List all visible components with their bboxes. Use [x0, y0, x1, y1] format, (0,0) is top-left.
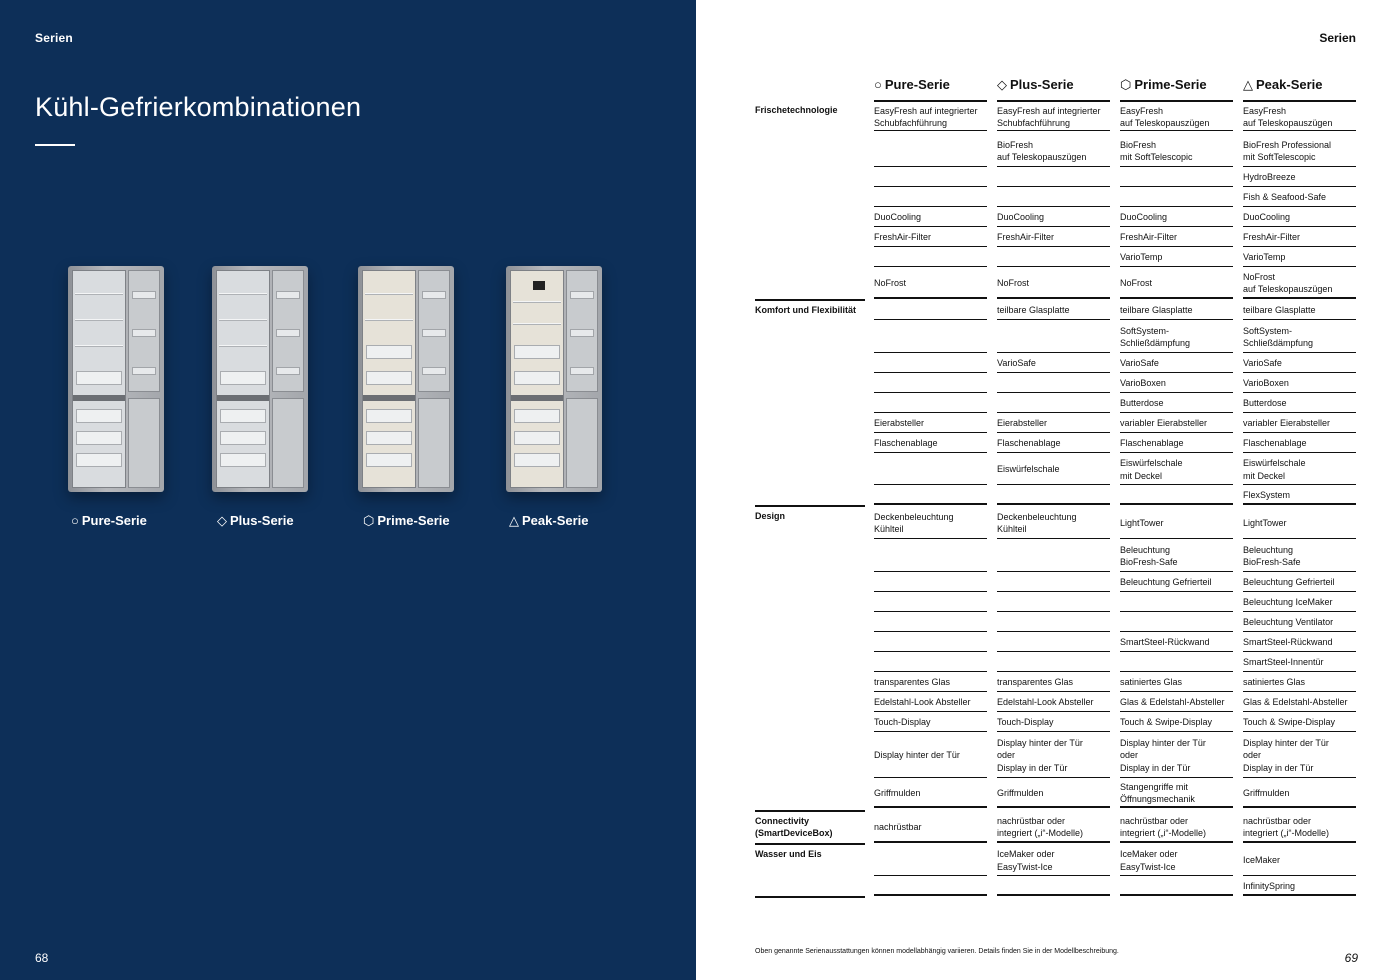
- table-cell: [1120, 654, 1233, 672]
- table-cell: Butterdose: [1120, 395, 1233, 413]
- table-cell: Fish & Seafood-Safe: [1243, 189, 1356, 207]
- table-cell: DuoCooling: [1243, 209, 1356, 227]
- diamond-icon: ◇: [997, 77, 1007, 92]
- column-header-plus: ◇ Plus-Serie: [997, 77, 1110, 102]
- page-number-left: 68: [35, 951, 49, 965]
- table-cell: FreshAir-Filter: [997, 229, 1110, 247]
- table-cell: [874, 879, 987, 896]
- table-cell: [874, 355, 987, 373]
- table-cell: Display hinter der Tür oder Display in der Tür: [997, 734, 1110, 778]
- table-cell: FreshAir-Filter: [874, 229, 987, 247]
- table-cell: Beleuchtung Gefrierteil: [1243, 574, 1356, 592]
- fridge-image-plus: [212, 266, 308, 492]
- table-cell: LightTower: [1120, 508, 1233, 539]
- table-cell: [874, 487, 987, 505]
- table-cell: [874, 654, 987, 672]
- table-cell: [874, 455, 987, 485]
- table-cell: FreshAir-Filter: [1120, 229, 1233, 247]
- table-cell: EasyFresh auf Teleskopauszügen: [1243, 104, 1356, 131]
- table-cell: [874, 574, 987, 592]
- table-cell: IceMaker oder EasyTwist-Ice: [997, 846, 1110, 876]
- table-cell: nachrüstbar oder integriert („i“-Modelle): [1120, 813, 1233, 843]
- table-cell: Edelstahl-Look Absteller: [874, 694, 987, 712]
- table-cell: teilbare Glasplatte: [1120, 302, 1233, 320]
- table-cell: Eiswürfelschale mit Deckel: [1243, 455, 1356, 485]
- table-cell: Griffmulden: [874, 780, 987, 808]
- table-cell: [874, 189, 987, 207]
- table-cell: Display hinter der Tür: [874, 734, 987, 778]
- table-cell: InfinitySpring: [1243, 879, 1356, 896]
- table-cell: [874, 249, 987, 267]
- triangle-icon: △: [509, 513, 519, 528]
- table-cell: SoftSystem- Schließdämpfung: [1120, 322, 1233, 353]
- table-cell: DuoCooling: [997, 209, 1110, 227]
- table-cell: [1120, 169, 1233, 187]
- table-cell: [1120, 189, 1233, 207]
- category-rule: [755, 299, 865, 301]
- table-cell: HydroBreeze: [1243, 169, 1356, 187]
- category-connectivity: Connectivity (SmartDeviceBox): [755, 816, 833, 838]
- category-wasser-und-eis: Wasser und Eis: [755, 849, 822, 859]
- table-cell: SoftSystem- Schließdämpfung: [1243, 322, 1356, 353]
- table-cell: [997, 189, 1110, 207]
- column-header-peak: △ Peak-Serie: [1243, 77, 1356, 102]
- table-cell: [874, 136, 987, 167]
- table-cell: nachrüstbar oder integriert („i“-Modelle): [1243, 813, 1356, 843]
- title-underline: [35, 144, 75, 146]
- table-cell: EasyFresh auf integrierter Schubfachführung: [874, 104, 987, 131]
- table-cell: LightTower: [1243, 508, 1356, 539]
- category-komfort: Komfort und Flexibilität: [755, 305, 856, 315]
- table-cell: [997, 322, 1110, 353]
- table-cell: [1120, 594, 1233, 612]
- table-cell: [997, 169, 1110, 187]
- circle-icon: ○: [71, 513, 79, 528]
- table-cell: [997, 654, 1110, 672]
- table-cell: [997, 594, 1110, 612]
- table-cell: Beleuchtung BioFresh-Safe: [1120, 541, 1233, 572]
- table-cell: SmartSteel-Rückwand: [1243, 634, 1356, 652]
- table-cell: [874, 395, 987, 413]
- table-cell: [874, 634, 987, 652]
- section-label: Serien: [35, 31, 73, 45]
- table-cell: Flaschenablage: [1120, 435, 1233, 453]
- table-cell: [997, 541, 1110, 572]
- table-cell: [874, 541, 987, 572]
- table-cell: [997, 634, 1110, 652]
- table-cell: Eierabsteller: [874, 415, 987, 433]
- table-cell: teilbare Glasplatte: [1243, 302, 1356, 320]
- table-cell: variabler Eierabsteller: [1120, 415, 1233, 433]
- table-cell: VarioSafe: [1243, 355, 1356, 373]
- table-cell: Flaschenablage: [1243, 435, 1356, 453]
- section-label: Serien: [1319, 31, 1356, 45]
- table-cell: [874, 375, 987, 393]
- category-frischetechnologie: Frischetechnologie: [755, 105, 838, 115]
- right-page: [696, 0, 1400, 980]
- table-cell: Flaschenablage: [997, 435, 1110, 453]
- table-cell: Flaschenablage: [874, 435, 987, 453]
- table-cell: Beleuchtung Ventilator: [1243, 614, 1356, 632]
- table-cell: satiniertes Glas: [1243, 674, 1356, 692]
- table-cell: [997, 395, 1110, 413]
- table-cell: transparentes Glas: [997, 674, 1110, 692]
- table-cell: [1120, 614, 1233, 632]
- table-cell: [874, 594, 987, 612]
- table-cell: Stangengriffe mit Öffnungsmechanik: [1120, 780, 1233, 808]
- table-cell: Eiswürfelschale: [997, 455, 1110, 485]
- page-number-right: 69: [1344, 951, 1358, 965]
- hexagon-icon: ⬡: [1120, 77, 1132, 92]
- table-cell: SmartSteel-Rückwand: [1120, 634, 1233, 652]
- table-cell: DuoCooling: [1120, 209, 1233, 227]
- table-cell: IceMaker: [1243, 846, 1356, 876]
- table-cell: VarioTemp: [1120, 249, 1233, 267]
- table-cell: NoFrost: [997, 269, 1110, 299]
- table-cell: [997, 375, 1110, 393]
- table-cell: [874, 846, 987, 876]
- table-cell: Beleuchtung BioFresh-Safe: [1243, 541, 1356, 572]
- table-cell: Deckenbeleuchtung Kühlteil: [997, 508, 1110, 539]
- table-cell: Glas & Edelstahl-Absteller: [1120, 694, 1233, 712]
- table-cell: [1120, 487, 1233, 505]
- table-cell: Touch-Display: [874, 714, 987, 732]
- table-cell: NoFrost auf Teleskopauszügen: [1243, 269, 1356, 299]
- table-cell: [997, 249, 1110, 267]
- table-cell: [997, 487, 1110, 505]
- hexagon-icon: ⬡: [363, 513, 375, 528]
- table-cell: nachrüstbar oder integriert („i“-Modelle): [997, 813, 1110, 843]
- table-cell: teilbare Glasplatte: [997, 302, 1110, 320]
- column-header-pure: ○ Pure-Serie: [874, 77, 987, 102]
- table-cell: Griffmulden: [1243, 780, 1356, 808]
- series-label-plus: ◇ Plus-Serie: [217, 513, 294, 528]
- diamond-icon: ◇: [217, 513, 227, 528]
- table-cell: BioFresh Professional mit SoftTelescopic: [1243, 136, 1356, 167]
- table-cell: variabler Eierabsteller: [1243, 415, 1356, 433]
- table-cell: Touch & Swipe-Display: [1120, 714, 1233, 732]
- table-cell: nachrüstbar: [874, 813, 987, 843]
- category-rule: [755, 843, 865, 845]
- fridge-image-peak: [506, 266, 602, 492]
- table-cell: VarioBoxen: [1120, 375, 1233, 393]
- table-cell: [997, 614, 1110, 632]
- table-cell: [997, 574, 1110, 592]
- table-cell: Butterdose: [1243, 395, 1356, 413]
- table-cell: [874, 322, 987, 353]
- table-cell: Touch & Swipe-Display: [1243, 714, 1356, 732]
- table-cell: IceMaker oder EasyTwist-Ice: [1120, 846, 1233, 876]
- table-cell: [874, 302, 987, 320]
- table-cell: SmartSteel-Innentür: [1243, 654, 1356, 672]
- fridge-image-pure: [68, 266, 164, 492]
- table-cell: NoFrost: [1120, 269, 1233, 299]
- table-cell: VarioBoxen: [1243, 375, 1356, 393]
- table-cell: FlexSystem: [1243, 487, 1356, 505]
- table-cell: Beleuchtung Gefrierteil: [1120, 574, 1233, 592]
- table-cell: Deckenbeleuchtung Kühlteil: [874, 508, 987, 539]
- table-cell: [997, 879, 1110, 896]
- table-cell: BioFresh auf Teleskopauszügen: [997, 136, 1110, 167]
- table-cell: Edelstahl-Look Absteller: [997, 694, 1110, 712]
- table-cell: Display hinter der Tür oder Display in der Tür: [1120, 734, 1233, 778]
- table-cell: DuoCooling: [874, 209, 987, 227]
- fridge-image-prime: [358, 266, 454, 492]
- table-cell: Display hinter der Tür oder Display in der Tür: [1243, 734, 1356, 778]
- table-cell: [874, 169, 987, 187]
- table-cell: VarioTemp: [1243, 249, 1356, 267]
- table-cell: Griffmulden: [997, 780, 1110, 808]
- table-cell: transparentes Glas: [874, 674, 987, 692]
- left-page: [0, 0, 696, 980]
- page-title: Kühl-Gefrierkombinationen: [35, 92, 362, 122]
- table-cell: Eiswürfelschale mit Deckel: [1120, 455, 1233, 485]
- table-cell: VarioSafe: [997, 355, 1110, 373]
- table-cell: FreshAir-Filter: [1243, 229, 1356, 247]
- table-cell: NoFrost: [874, 269, 987, 299]
- series-label-pure: ○ Pure-Serie: [71, 513, 147, 528]
- series-label-peak: △ Peak-Serie: [509, 513, 589, 528]
- table-cell: BioFresh mit SoftTelescopic: [1120, 136, 1233, 167]
- category-rule: [755, 505, 865, 507]
- table-cell: [874, 614, 987, 632]
- category-rule: [755, 896, 865, 898]
- footnote: Oben genannte Serienausstattungen können modellabhängig variieren. Details finden Sie in der Modellbeschreibung.: [755, 948, 1119, 955]
- table-cell: Eierabsteller: [997, 415, 1110, 433]
- triangle-icon: △: [1243, 77, 1253, 92]
- table-cell: EasyFresh auf Teleskopauszügen: [1120, 104, 1233, 131]
- category-rule: [755, 810, 865, 812]
- table-cell: satiniertes Glas: [1120, 674, 1233, 692]
- table-cell: Beleuchtung IceMaker: [1243, 594, 1356, 612]
- column-header-prime: ⬡ Prime-Serie: [1120, 77, 1233, 102]
- circle-icon: ○: [874, 77, 882, 92]
- table-cell: EasyFresh auf integrierter Schubfachführung: [997, 104, 1110, 131]
- series-label-prime: ⬡ Prime-Serie: [363, 513, 450, 528]
- table-cell: Glas & Edelstahl-Absteller: [1243, 694, 1356, 712]
- table-cell: Touch-Display: [997, 714, 1110, 732]
- table-cell: [1120, 879, 1233, 896]
- category-design: Design: [755, 511, 786, 521]
- table-cell: VarioSafe: [1120, 355, 1233, 373]
